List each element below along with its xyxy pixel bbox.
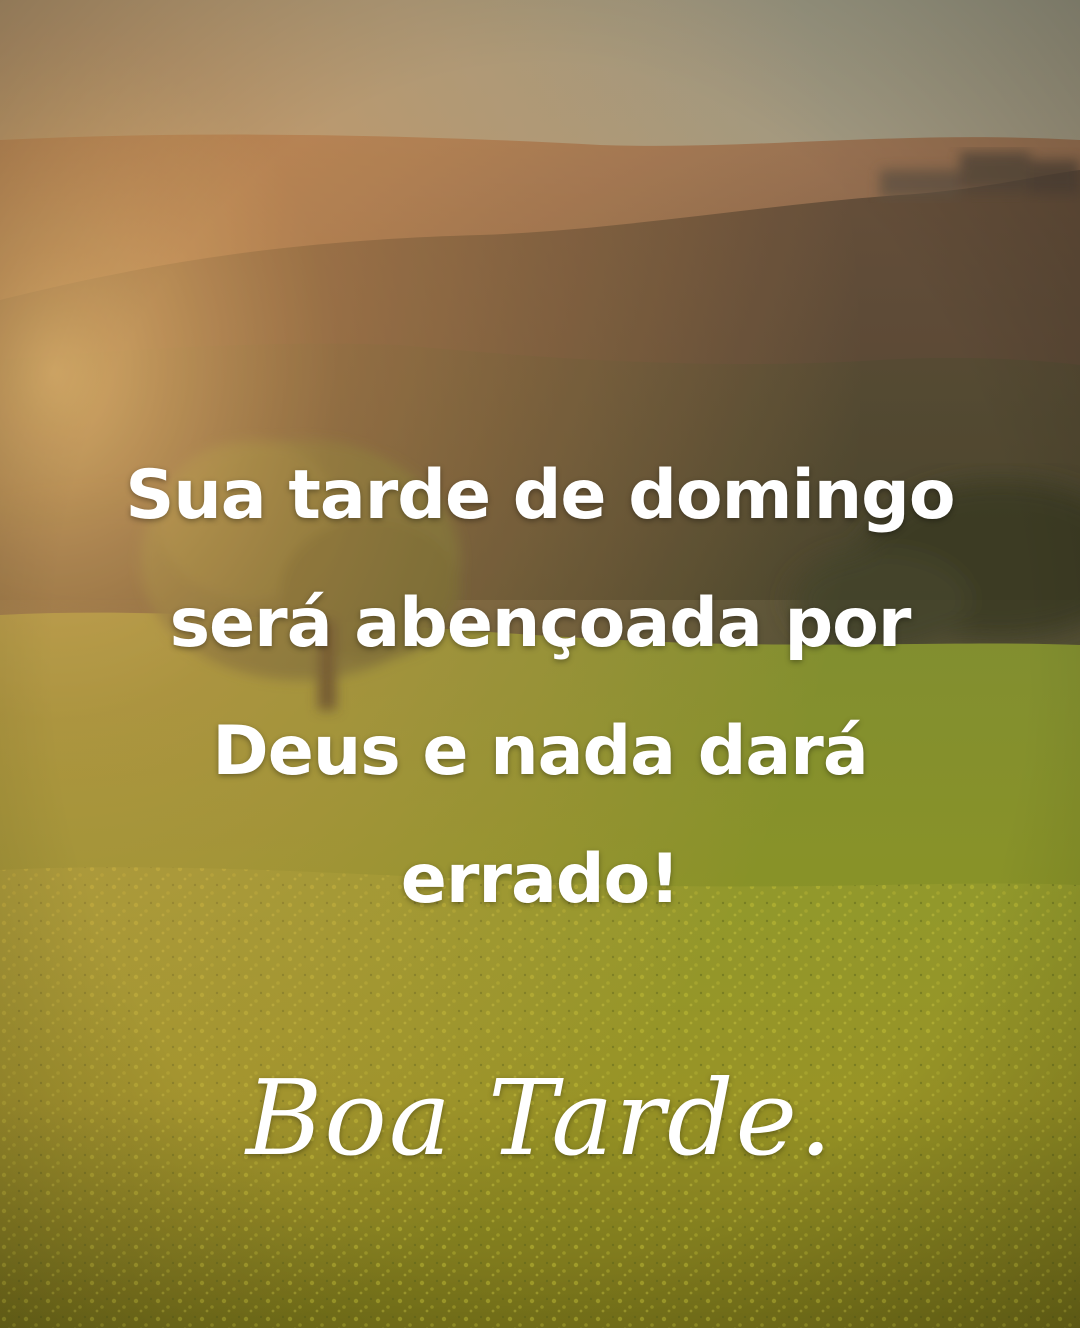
quote-message [90, 432, 990, 944]
greeting-text: Boa Tarde. [245, 1057, 835, 1179]
quote-line-2: será abençoada por [169, 584, 911, 663]
quote-line-1: Sua tarde de domingo [125, 456, 955, 535]
quote-line-3: Deus e nada dará [212, 712, 868, 791]
quote-line-4: errado! [400, 840, 680, 919]
